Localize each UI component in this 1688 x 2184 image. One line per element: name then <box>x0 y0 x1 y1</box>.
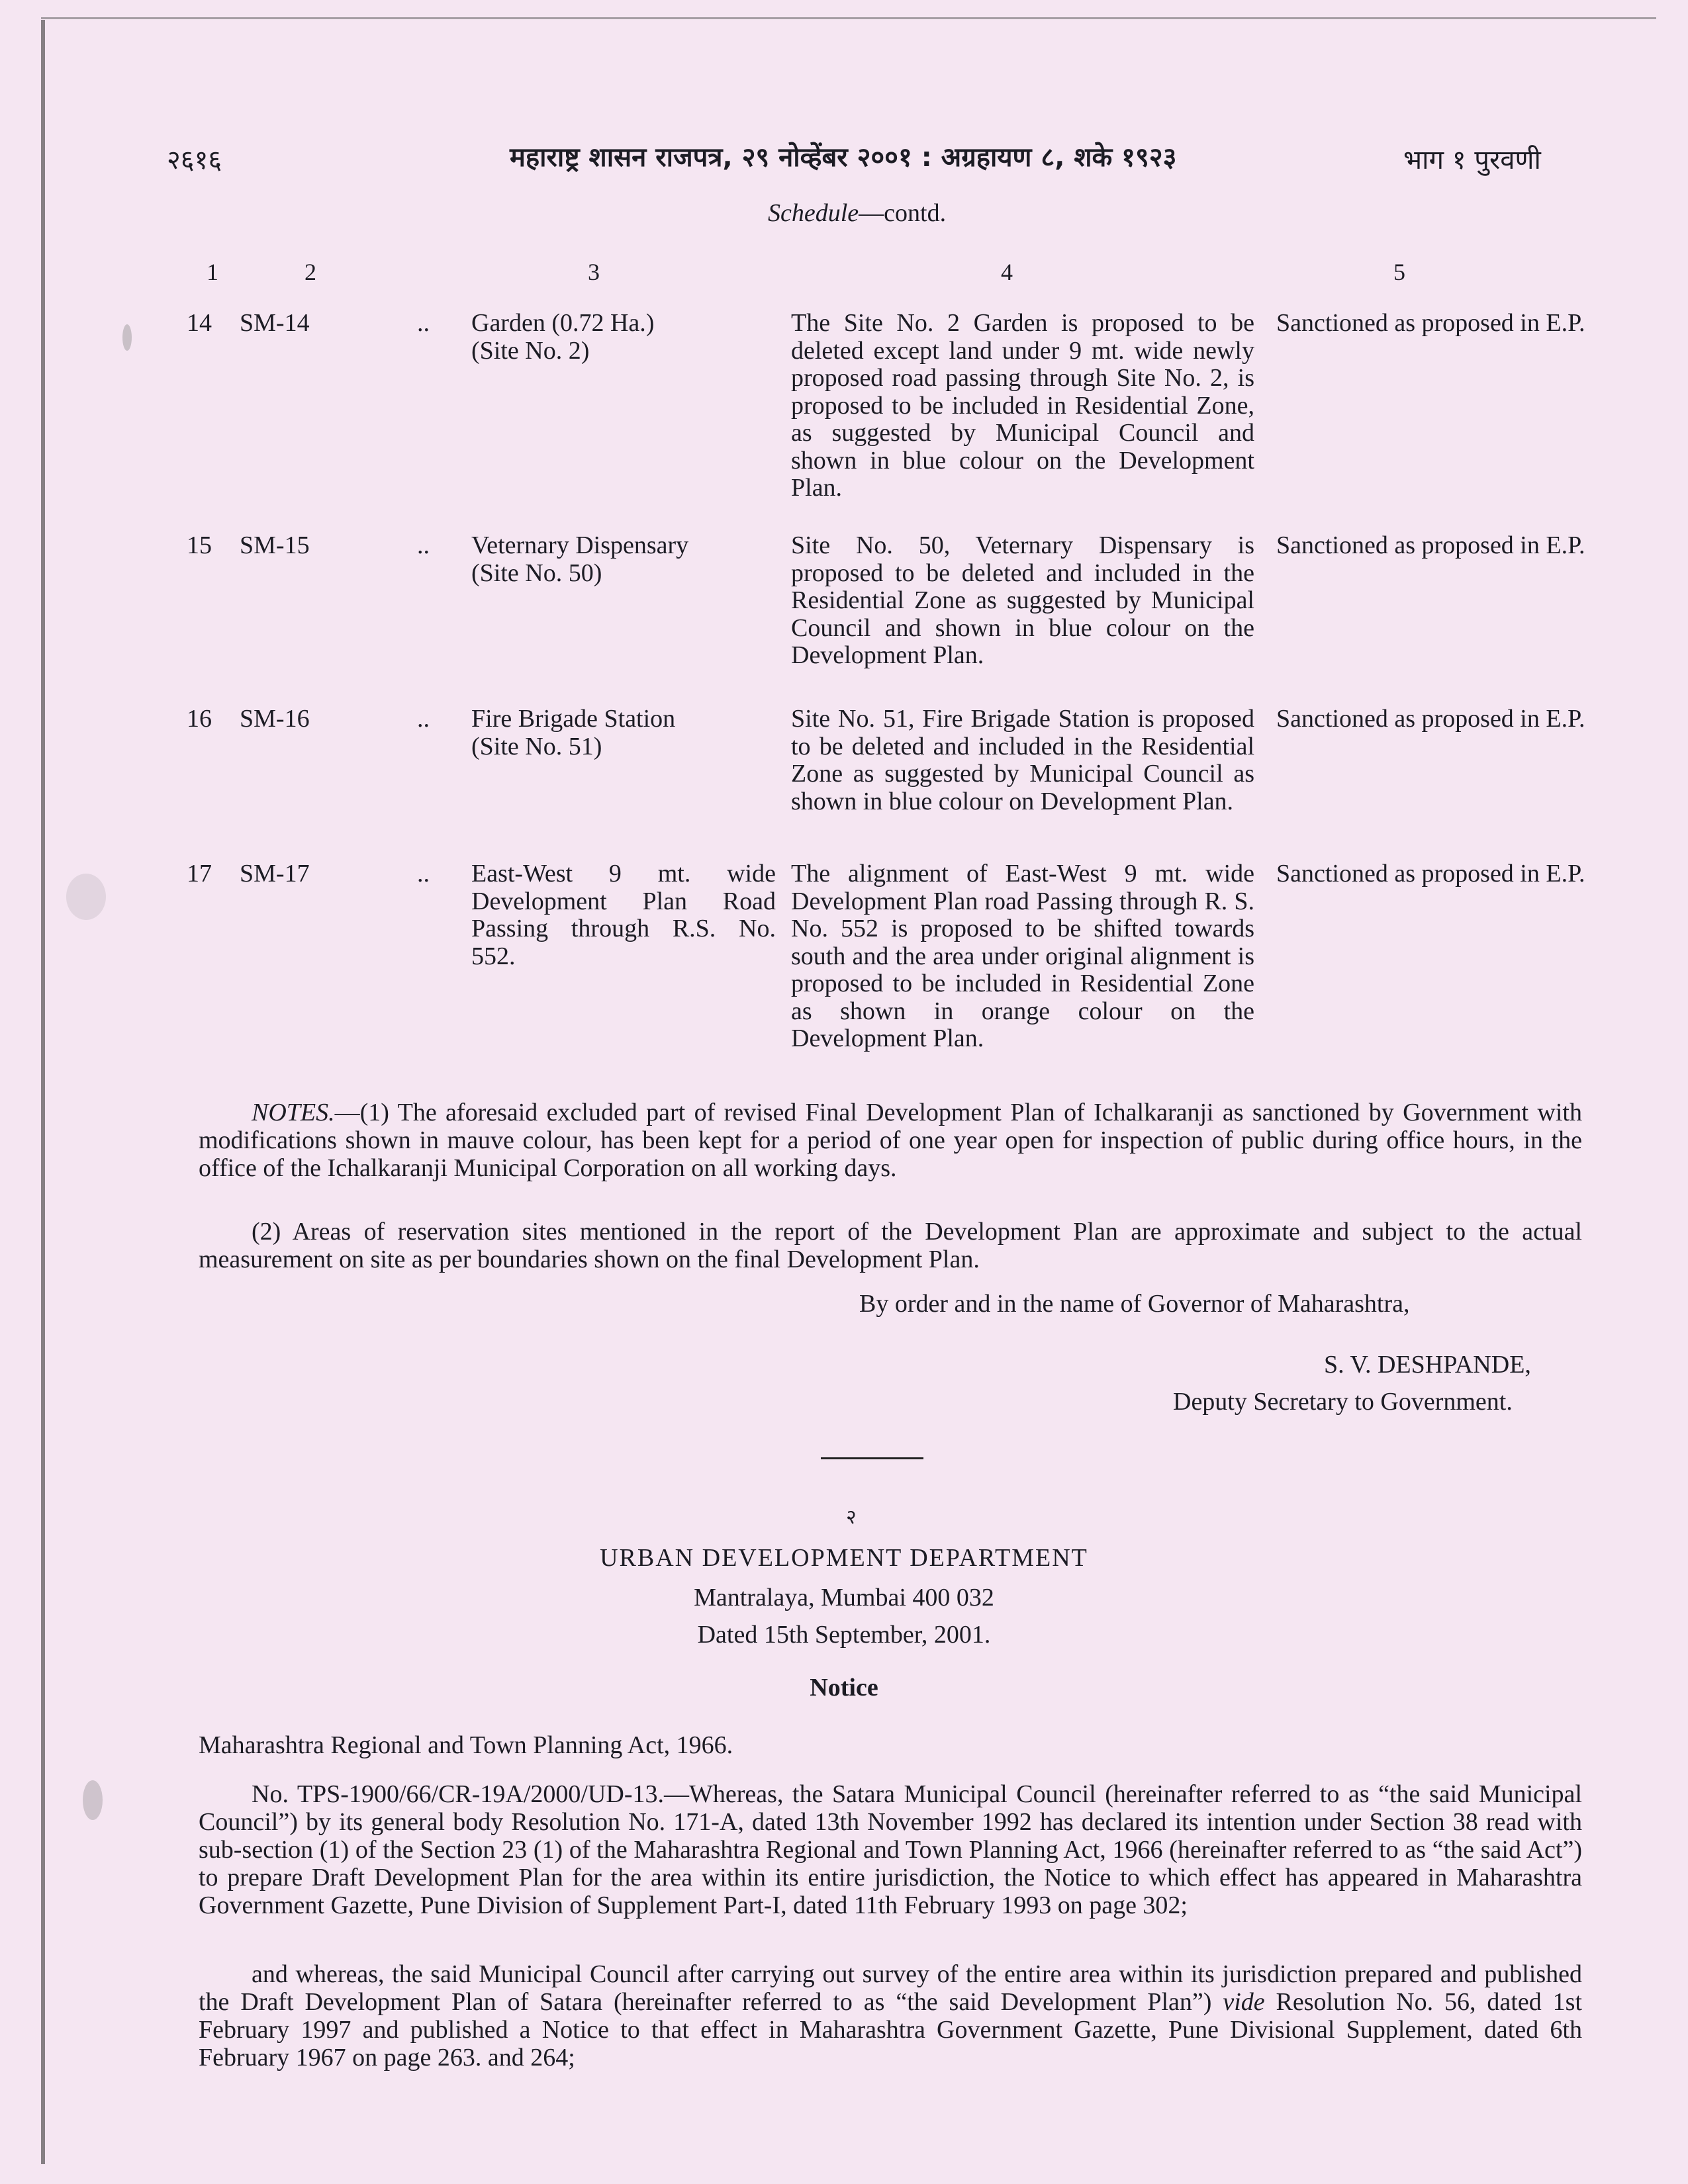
signatory-name: S. V. DESHPANDE, <box>1324 1351 1531 1379</box>
row-item: Fire Brigade Station (Site No. 51) <box>471 705 676 760</box>
body-paragraph-2 <box>199 1960 1582 2071</box>
order-line: By order and in the name of Governor of Maharashtra, <box>859 1290 1410 1318</box>
row-decision: Sanctioned as proposed in E.P. <box>1276 309 1585 337</box>
column-number-3: 3 <box>588 259 600 285</box>
schedule-title-suffix: —contd. <box>859 199 947 227</box>
page-number: २६१६ <box>167 145 222 175</box>
row-serial: 15 <box>187 531 212 559</box>
row-decision: Sanctioned as proposed in E.P. <box>1276 705 1585 733</box>
row-decision: Sanctioned as proposed in E.P. <box>1276 531 1585 559</box>
gazette-part: भाग १ पुरवणी <box>1403 145 1541 175</box>
page-mark: २ <box>846 1506 857 1529</box>
row-serial: 17 <box>187 860 212 887</box>
row-description: Site No. 50, Veternary Dispensary is proposed to be deleted and included in the Residential Zone as suggested by Municipal Council and shown in blue colour on the Development Plan. <box>791 531 1254 669</box>
notes-label: NOTES. <box>252 1099 335 1126</box>
note-1 <box>199 1099 1582 1182</box>
row-leader-dots: .. <box>417 860 430 887</box>
signatory-designation: Deputy Secretary to Government. <box>1173 1388 1513 1416</box>
section-separator <box>821 1457 923 1459</box>
row-item: Veternary Dispensary (Site No. 50) <box>471 531 689 587</box>
row-leader-dots: .. <box>417 309 430 337</box>
department-date: Dated 15th September, 2001. <box>697 1621 991 1649</box>
para2-vide: vide <box>1223 1988 1265 2016</box>
schedule-title-italic: Schedule <box>768 199 859 227</box>
row-description: Site No. 51, Fire Brigade Station is proposed to be deleted and included in the Residential Zone as suggested by Municipal Council as shown in blue colour on Development Plan. <box>791 705 1254 815</box>
gazette-header: महाराष्ट्र शासन राजपत्र, २९ नोव्हेंबर २००१ : अग्रहायण ८, शके १९२३ <box>510 142 1177 173</box>
row-leader-dots: .. <box>417 531 430 559</box>
row-code: SM-16 <box>240 705 310 733</box>
column-number-1: 1 <box>207 259 218 285</box>
row-code: SM-17 <box>240 860 310 887</box>
para2-before: and whereas, the said Municipal Council after carrying out survey of the entire area within its jurisdiction prepared and published the Draft Development Plan of Satara (hereinafter referred to as “the said Development Plan”) <box>199 1960 1582 2016</box>
para2-after: Resolution No. 56, dated 1st February 1997 and published a Notice to that effect in Maharashtra Government Gazette, Pune Divisional Supplement, dated 6th February 1967 on page 263. and 264; <box>199 1988 1582 2071</box>
act-title: Maharashtra Regional and Town Planning Act, 1966. <box>199 1731 733 1759</box>
row-serial: 14 <box>187 309 212 337</box>
column-number-2: 2 <box>305 259 316 285</box>
row-code: SM-15 <box>240 531 310 559</box>
row-leader-dots: .. <box>417 705 430 733</box>
row-item: Garden (0.72 Ha.) (Site No. 2) <box>471 309 655 365</box>
scan-smudge <box>122 324 132 351</box>
note-1-text: —(1) The aforesaid excluded part of revised Final Development Plan of Ichalkaranji as sanctioned by Government with modifications shown in mauve colour, has been kept for a period of one year open for inspection of public during office hours, in the office of the Ichalkaranji Municipal Corporation on all working days. <box>199 1099 1582 1182</box>
department-title: URBAN DEVELOPMENT DEPARTMENT <box>600 1544 1088 1572</box>
page-top-edge <box>41 17 1656 19</box>
row-decision: Sanctioned as proposed in E.P. <box>1276 860 1585 887</box>
note-2: (2) Areas of reservation sites mentioned in the report of the Development Plan are approximate and subject to the actual measurement on site as per boundaries shown on the final Development Plan. <box>199 1218 1582 1273</box>
department-address: Mantralaya, Mumbai 400 032 <box>694 1584 994 1612</box>
row-description: The Site No. 2 Garden is proposed to be deleted except land under 9 mt. wide newly proposed road passing through Site No. 2, is proposed to be included in Residential Zone, as suggested by Municipal Council and shown in blue colour on the Development Plan. <box>791 309 1254 502</box>
row-description: The alignment of East-West 9 mt. wide Development Plan road Passing through R. S. No. 552 is proposed to be shifted towards south and the area under original alignment is proposed to be included in Residential Zone as shown in orange colour on the Development Plan. <box>791 860 1254 1052</box>
scan-smudge <box>83 1780 103 1820</box>
page-left-edge <box>41 20 45 2164</box>
row-code: SM-14 <box>240 309 310 337</box>
column-number-4: 4 <box>1001 259 1013 285</box>
row-serial: 16 <box>187 705 212 733</box>
scan-smudge <box>66 874 106 920</box>
schedule-title <box>768 199 946 228</box>
body-paragraph-1: No. TPS-1900/66/CR-19A/2000/UD-13.—Whereas, the Satara Municipal Council (hereinafter referred to as “the said Municipal Council”) by its general body Resolution No. 171-A, dated 13th November 1992 has declared its intention under Section 38 read with sub-section (1) of the Section 23 (1) of the Maharashtra Regional and Town Planning Act, 1966 (hereinafter referred to as “the said Act”) to prepare Draft Development Plan for the area within its entire jurisdiction, the Notice to which effect has appeared in Maharashtra Government Gazette, Pune Division of Supplement Part-I, dated 11th February 1993 on page 302; <box>199 1780 1582 1919</box>
column-number-5: 5 <box>1393 259 1405 285</box>
notice-heading: Notice <box>810 1674 878 1702</box>
row-item: East-West 9 mt. wide Development Plan Road Passing through R.S. No. 552. <box>471 860 776 970</box>
